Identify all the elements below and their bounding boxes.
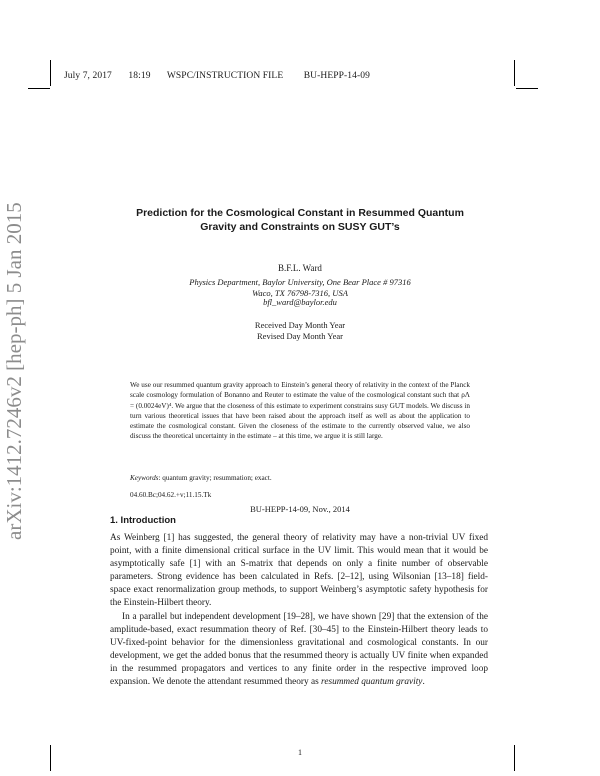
- section-title: 1. Introduction: [110, 515, 176, 526]
- crop-mark: [28, 88, 50, 89]
- report-number: BU-HEPP-14-09, Nov., 2014: [250, 504, 350, 514]
- page-number: 1: [298, 748, 302, 757]
- body-text: [110, 532, 488, 689]
- affiliation-line: Waco, TX 76798-7316, USA: [252, 288, 348, 298]
- arxiv-stamp[interactable]: arXiv:1412.7246v2 [hep-ph] 5 Jan 2015: [2, 202, 26, 540]
- revised-date: Revised Day Month Year: [257, 331, 343, 341]
- header-file: WSPC/INSTRUCTION FILE: [166, 71, 284, 81]
- received-date: Received Day Month Year: [254, 320, 346, 330]
- affiliation-line: Physics Department, Baylor University, One Bear Place # 97316: [189, 277, 411, 287]
- paper-title: [110, 206, 490, 234]
- keywords-label: Keywords: [130, 474, 159, 482]
- keywords-text: : quantum gravity; resummation; exact.: [158, 474, 272, 482]
- crop-mark: [50, 745, 51, 771]
- header-report: BU-HEPP-14-09: [303, 71, 370, 81]
- paragraph: [110, 611, 488, 689]
- crop-mark: [50, 60, 51, 86]
- paragraph-end: .: [422, 677, 425, 687]
- crop-mark: [514, 745, 515, 771]
- crop-mark: [516, 88, 538, 89]
- abstract: We use our resummed quantum gravity approach to Einstein’s general theory of relativity in the context of the Planck scale cosmology formulation of Bonanno and Reuter to estimate the value of the cosmological constant such that ρΛ = (0.0024eV)⁴. We argue that the closeness of this estimate to experiment constrains susy GUT models. We discuss in turn various theoretical issues that have been raised about the approach itself as well as about the application to estimate the cosmological constant. Given the closeness of the estimate to the currently observed value, we also discuss the theoretical uncertainty in the estimate – at this time, we argue it is still large.: [130, 381, 470, 441]
- keywords: [130, 474, 272, 482]
- title-line: Gravity and Constraints on SUSY GUT’s: [200, 221, 400, 233]
- crop-mark: [514, 60, 515, 86]
- title-line: Prediction for the Cosmological Constant in Resummed Quantum: [136, 207, 464, 219]
- affiliation: [110, 277, 490, 299]
- paragraph-italic: resummed quantum gravity: [321, 677, 423, 687]
- header-time: 18:19: [128, 71, 151, 81]
- paragraph: As Weinberg [1] has suggested, the general theory of relativity may have a non-trivial UV fixed point, with a finite dimensional critical surface in the UV limit. This would mean that it would be asymptotically safe [1] with an S-matrix that depends on only a finite number of observable parameters. Strong evidence has been calculated in Refs. [2–12], using Wilsonian [13–18] field-space exact renormalization group methods, to support Weinberg’s asymptotic safety hypothesis for the Einstein-Hilbert theory.: [110, 533, 488, 608]
- paragraph-text: In a parallel but independent development [19–28], we have shown [29] that the extension of the amplitude-based, exact resummation theory of Ref. [30–45] to the Einstein-Hilbert theory leads to UV-fixed-point behavior for the dimensionless gravitational and cosmological constants. In our development, we get the added bonus that the resummed theory is actually UV finite when expanded in the resummed propagators and vertices to any finite order in the respective improved loop expansion. We denote the attendant resummed theory as: [110, 612, 488, 687]
- author: B.F.L. Ward: [278, 263, 322, 273]
- dates: [110, 320, 490, 342]
- author-email[interactable]: bfl_ward@baylor.edu: [263, 297, 337, 307]
- running-header: [64, 71, 384, 81]
- header-date: July 7, 2017: [64, 71, 112, 81]
- pacs-codes: 04.60.Bc;04.62.+v;11.15.Tk: [130, 491, 212, 499]
